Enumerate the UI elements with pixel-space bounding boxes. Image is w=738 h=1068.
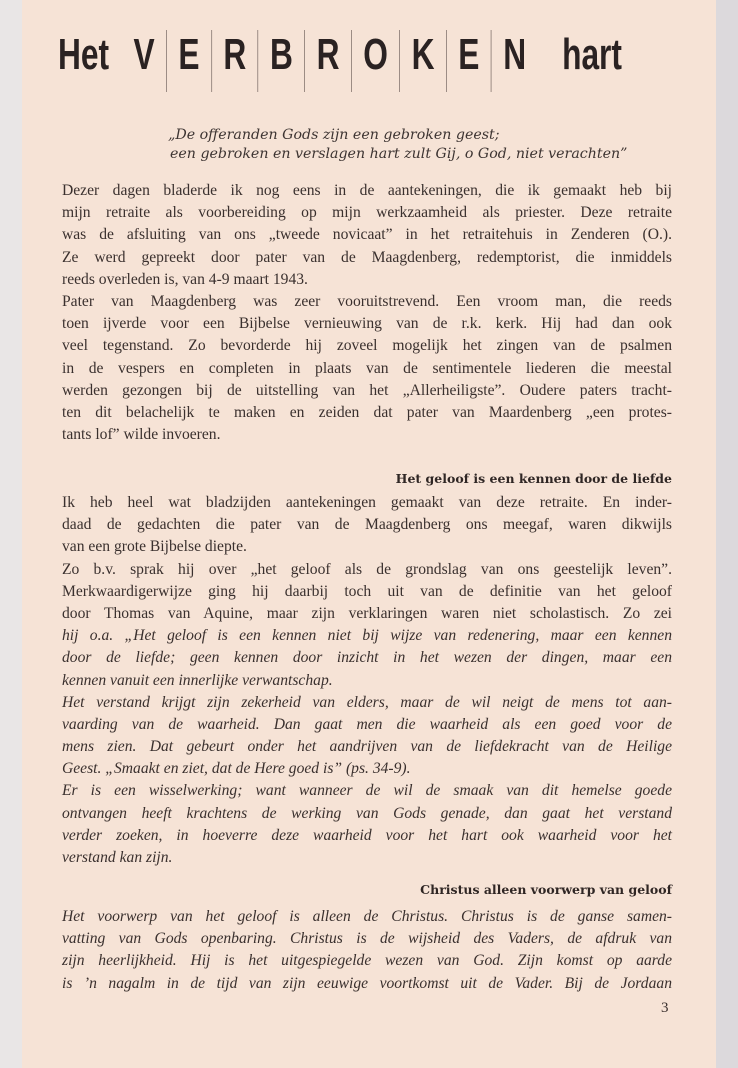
text-line: verstand kan zijn. bbox=[62, 849, 173, 866]
title-spaced-word bbox=[134, 30, 538, 92]
text-line: hij o.a. „Het geloof is een kennen niet bij wijze van redenering, maar een kennen bbox=[62, 627, 672, 645]
epigraph-line: „De offeranden Gods zijn een gebroken geest; bbox=[168, 127, 500, 143]
text-line: reeds overleden is, van 4-9 maart 1943. bbox=[62, 270, 308, 288]
text-line: door de liefde; geen kennen door inzicht in het wezen der dingen, maar een bbox=[62, 649, 672, 667]
text-line: Geest. „Smaakt en ziet, dat de Here goed is” (ps. 34-9). bbox=[62, 760, 411, 778]
title-word-last: hart bbox=[562, 30, 622, 79]
text-line: in de vespers en completen in plaats van de sentimentele liederen die meestal bbox=[62, 359, 672, 377]
text-line: Er is een wisselwerking; want wanneer de wil de smaak van dit hemelse goede bbox=[62, 782, 672, 800]
text-line: kennen vanuit een innerlijke verwantschap. bbox=[62, 671, 333, 689]
text-line: verder zoeken, in hoeverre deze waarheid voor het hart ook waarheid voor het bbox=[62, 826, 672, 844]
section-heading: Het geloof is een kennen door de liefde bbox=[395, 471, 672, 486]
title-letter: N bbox=[491, 30, 538, 92]
page-title bbox=[58, 30, 622, 90]
text-line: vatting van Gods openbaring. Christus is de wijsheid des Vaders, de afdruk van bbox=[62, 930, 672, 948]
title-letter: K bbox=[399, 30, 446, 92]
page-number: 3 bbox=[661, 1000, 669, 1016]
epigraph bbox=[168, 126, 627, 164]
text-line: veel tegenstand. Zo bevorderde hij zoveel mogelijk het zingen van de psalmen bbox=[62, 337, 672, 355]
scan-edge bbox=[716, 0, 738, 1068]
text-line: ten dit belachelijk te maken en zeiden dat pater van Maardenberg „een protes- bbox=[62, 403, 672, 421]
epigraph-line: een gebroken en verslagen hart zult Gij, o God, niet verachten” bbox=[170, 146, 628, 162]
section-christus bbox=[62, 906, 672, 995]
text-line: Ze werd gepreekt door pater van de Maagdenberg, redemptorist, die inmiddels bbox=[62, 248, 672, 266]
section-heading: Christus alleen voorwerp van geloof bbox=[420, 882, 672, 897]
text-line: Ik heb heel wat bladzijden aantekeningen gemaakt van deze retraite. En inder- bbox=[62, 494, 672, 511]
title-letter: V bbox=[133, 30, 155, 79]
text-line: Merkwaardigerwijze ging hij daarbij toch uit van de definitie van het geloof bbox=[62, 582, 672, 600]
title-letter: E bbox=[166, 30, 211, 92]
text-line: was de afsluiting van ons „tweede novicaat” in het retraitehuis in Zenderen (O.). bbox=[62, 226, 672, 244]
title-letter: R bbox=[304, 30, 351, 92]
text-line: Pater van Maagdenberg was zeer vooruitstrevend. Een vroom man, die reeds bbox=[62, 292, 672, 310]
text-line: Dezer dagen bladerde ik nog eens in de aantekeningen, die ik gemaakt heb bij bbox=[62, 182, 672, 199]
text-line: van een grote Bijbelse diepte. bbox=[62, 538, 247, 556]
text-line: vaarding van de waarheid. Dan gaat men die waarheid als een goed voor de bbox=[62, 715, 672, 733]
text-line: Zo b.v. sprak hij over „het geloof als de grondslag van ons geestelijk leven”. bbox=[62, 560, 672, 578]
text-line: daad de gedachten die pater van de Maagdenberg ons meegaf, waren dikwijls bbox=[62, 516, 672, 534]
text-line: is ’n nagalm in de tijd van zijn eeuwige voortkomst uit de Vader. Bij de Jordaan bbox=[62, 974, 672, 992]
text-line: werden gezongen bij de uitstelling van het „Allerheiligste”. Oudere paters tracht- bbox=[62, 381, 672, 399]
text-line: tants lof” wilde invoeren. bbox=[62, 426, 221, 444]
section-intro bbox=[62, 180, 672, 446]
title-letter: O bbox=[351, 30, 399, 92]
text-line: toen ijverde voor een Bijbelse vernieuwing van de r.k. kerk. Hij had dan ook bbox=[62, 315, 672, 333]
section-geloof bbox=[62, 492, 672, 869]
text-line: mens zien. Dat gebeurt onder het aandrijven van de liefdekracht van de Heilige bbox=[62, 738, 672, 756]
text-line: zijn heerlijkheid. Hij is het uitgespiegelde wezen van God. Zijn komst op aarde bbox=[62, 952, 672, 970]
text-line: door Thomas van Aquine, maar zijn verklaringen waren niet scholastisch. Zo zei bbox=[62, 604, 672, 622]
text-line: mijn retraite als voorbereiding op mijn werkzaamheid als priester. Deze retraite bbox=[62, 204, 672, 222]
text-line: ontvangen heeft krachtens de werking van Gods genade, dan gaat het verstand bbox=[62, 804, 672, 822]
title-letter: E bbox=[446, 30, 491, 92]
title-letter: R bbox=[211, 30, 258, 92]
title-letter: B bbox=[258, 30, 305, 92]
text-line: Het verstand krijgt zijn zekerheid van elders, maar de wil neigt de mens tot aan- bbox=[62, 693, 672, 711]
title-word-first: Het bbox=[58, 30, 110, 79]
text-line: Het voorwerp van het geloof is alleen de Christus. Christus is de ganse samen- bbox=[62, 908, 672, 925]
